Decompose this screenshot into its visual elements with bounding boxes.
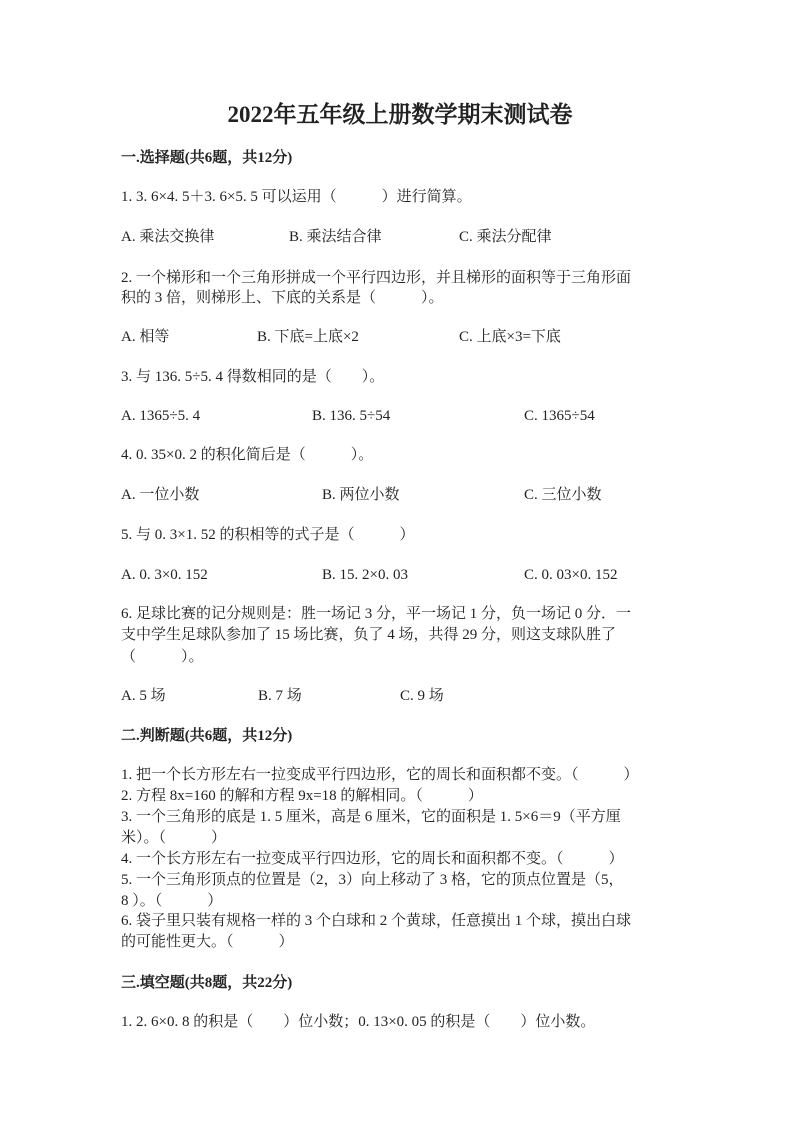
option-c: C. 上底×3=下底 <box>459 329 561 345</box>
section-heading-judge: 二.判断题(共6题，共12分) <box>121 728 293 744</box>
option-a: A. 0. 3×0. 152 <box>121 567 208 583</box>
judge-line: 2. 方程 8x=160 的解和方程 9x=18 的解相同。（ ） <box>121 788 483 804</box>
judge-line: 6. 袋子里只装有规格一样的 3 个白球和 2 个黄球，任意摸出 1 个球，摸出白球 <box>121 913 632 929</box>
question-text: 积的 3 倍，则梯形上、下底的关系是（ ）。 <box>121 290 444 306</box>
question-text: 5. 与 0. 3×1. 52 的积相等的式子是（ ） <box>121 527 415 543</box>
question-text: 2. 一个梯形和一个三角形拼成一个平行四边形，并且梯形的面积等于三角形面 <box>121 270 632 286</box>
option-b: B. 136. 5÷54 <box>312 408 391 424</box>
judge-line: 1. 把一个长方形左右一拉变成平行四边形，它的周长和面积都不变。（ ） <box>121 767 639 783</box>
question-text: 支中学生足球队参加了 15 场比赛，负了 4 场，共得 29 分，则这支球队胜了 <box>121 627 617 643</box>
section-heading-fill: 三.填空题(共8题，共22分) <box>121 975 293 991</box>
option-a: A. 乘法交换律 <box>121 229 215 245</box>
option-c: C. 三位小数 <box>524 487 602 503</box>
fill-line: 1. 2. 6×0. 8 的积是（ ）位小数；0. 13×0. 05 的积是（ ）位小数。 <box>121 1014 596 1030</box>
option-a: A. 一位小数 <box>121 487 200 503</box>
option-a: A. 相等 <box>121 329 170 345</box>
option-c: C. 1365÷54 <box>524 408 595 424</box>
option-b: B. 7 场 <box>258 688 302 704</box>
option-a: A. 5 场 <box>121 688 166 704</box>
page-title: 2022年五年级上册数学期末测试卷 <box>227 102 573 127</box>
option-c: C. 0. 03×0. 152 <box>524 567 618 583</box>
question-text: 6. 足球比赛的记分规则是：胜一场记 3 分，平一场记 1 分，负一场记 0 分．一 <box>121 606 632 622</box>
option-c: C. 乘法分配律 <box>459 229 552 245</box>
question-text: 1. 3. 6×4. 5＋3. 6×5. 5 可以运用（ ）进行简算。 <box>121 189 472 205</box>
judge-line: 米）。（ ） <box>121 830 227 846</box>
option-c: C. 9 场 <box>400 688 444 704</box>
option-b: B. 乘法结合律 <box>289 229 382 245</box>
judge-line: 4. 一个长方形左右一拉变成平行四边形，它的周长和面积都不变。（ ） <box>121 851 624 867</box>
option-a: A. 1365÷5. 4 <box>121 408 201 424</box>
option-b: B. 两位小数 <box>322 487 400 503</box>
question-text: 3. 与 136. 5÷5. 4 得数相同的是（ ）。 <box>121 369 385 385</box>
section-heading-choice: 一.选择题(共6题，共12分) <box>121 150 293 166</box>
option-b: B. 下底=上底×2 <box>257 329 359 345</box>
judge-line: 8 ）。（ ） <box>121 893 223 909</box>
judge-line: 3. 一个三角形的底是 1. 5 厘米，高是 6 厘米，它的面积是 1. 5×6＝9（平方厘 <box>121 809 621 825</box>
question-text: 4. 0. 35×0. 2 的积化简后是（ ）。 <box>121 447 374 463</box>
judge-line: 5. 一个三角形顶点的位置是（2，3）向上移动了 3 格，它的顶点位置是（5， <box>121 872 624 888</box>
question-text: （ ）。 <box>121 649 204 665</box>
option-b: B. 15. 2×0. 03 <box>322 567 408 583</box>
judge-line: 的可能性更大。（ ） <box>121 934 294 950</box>
